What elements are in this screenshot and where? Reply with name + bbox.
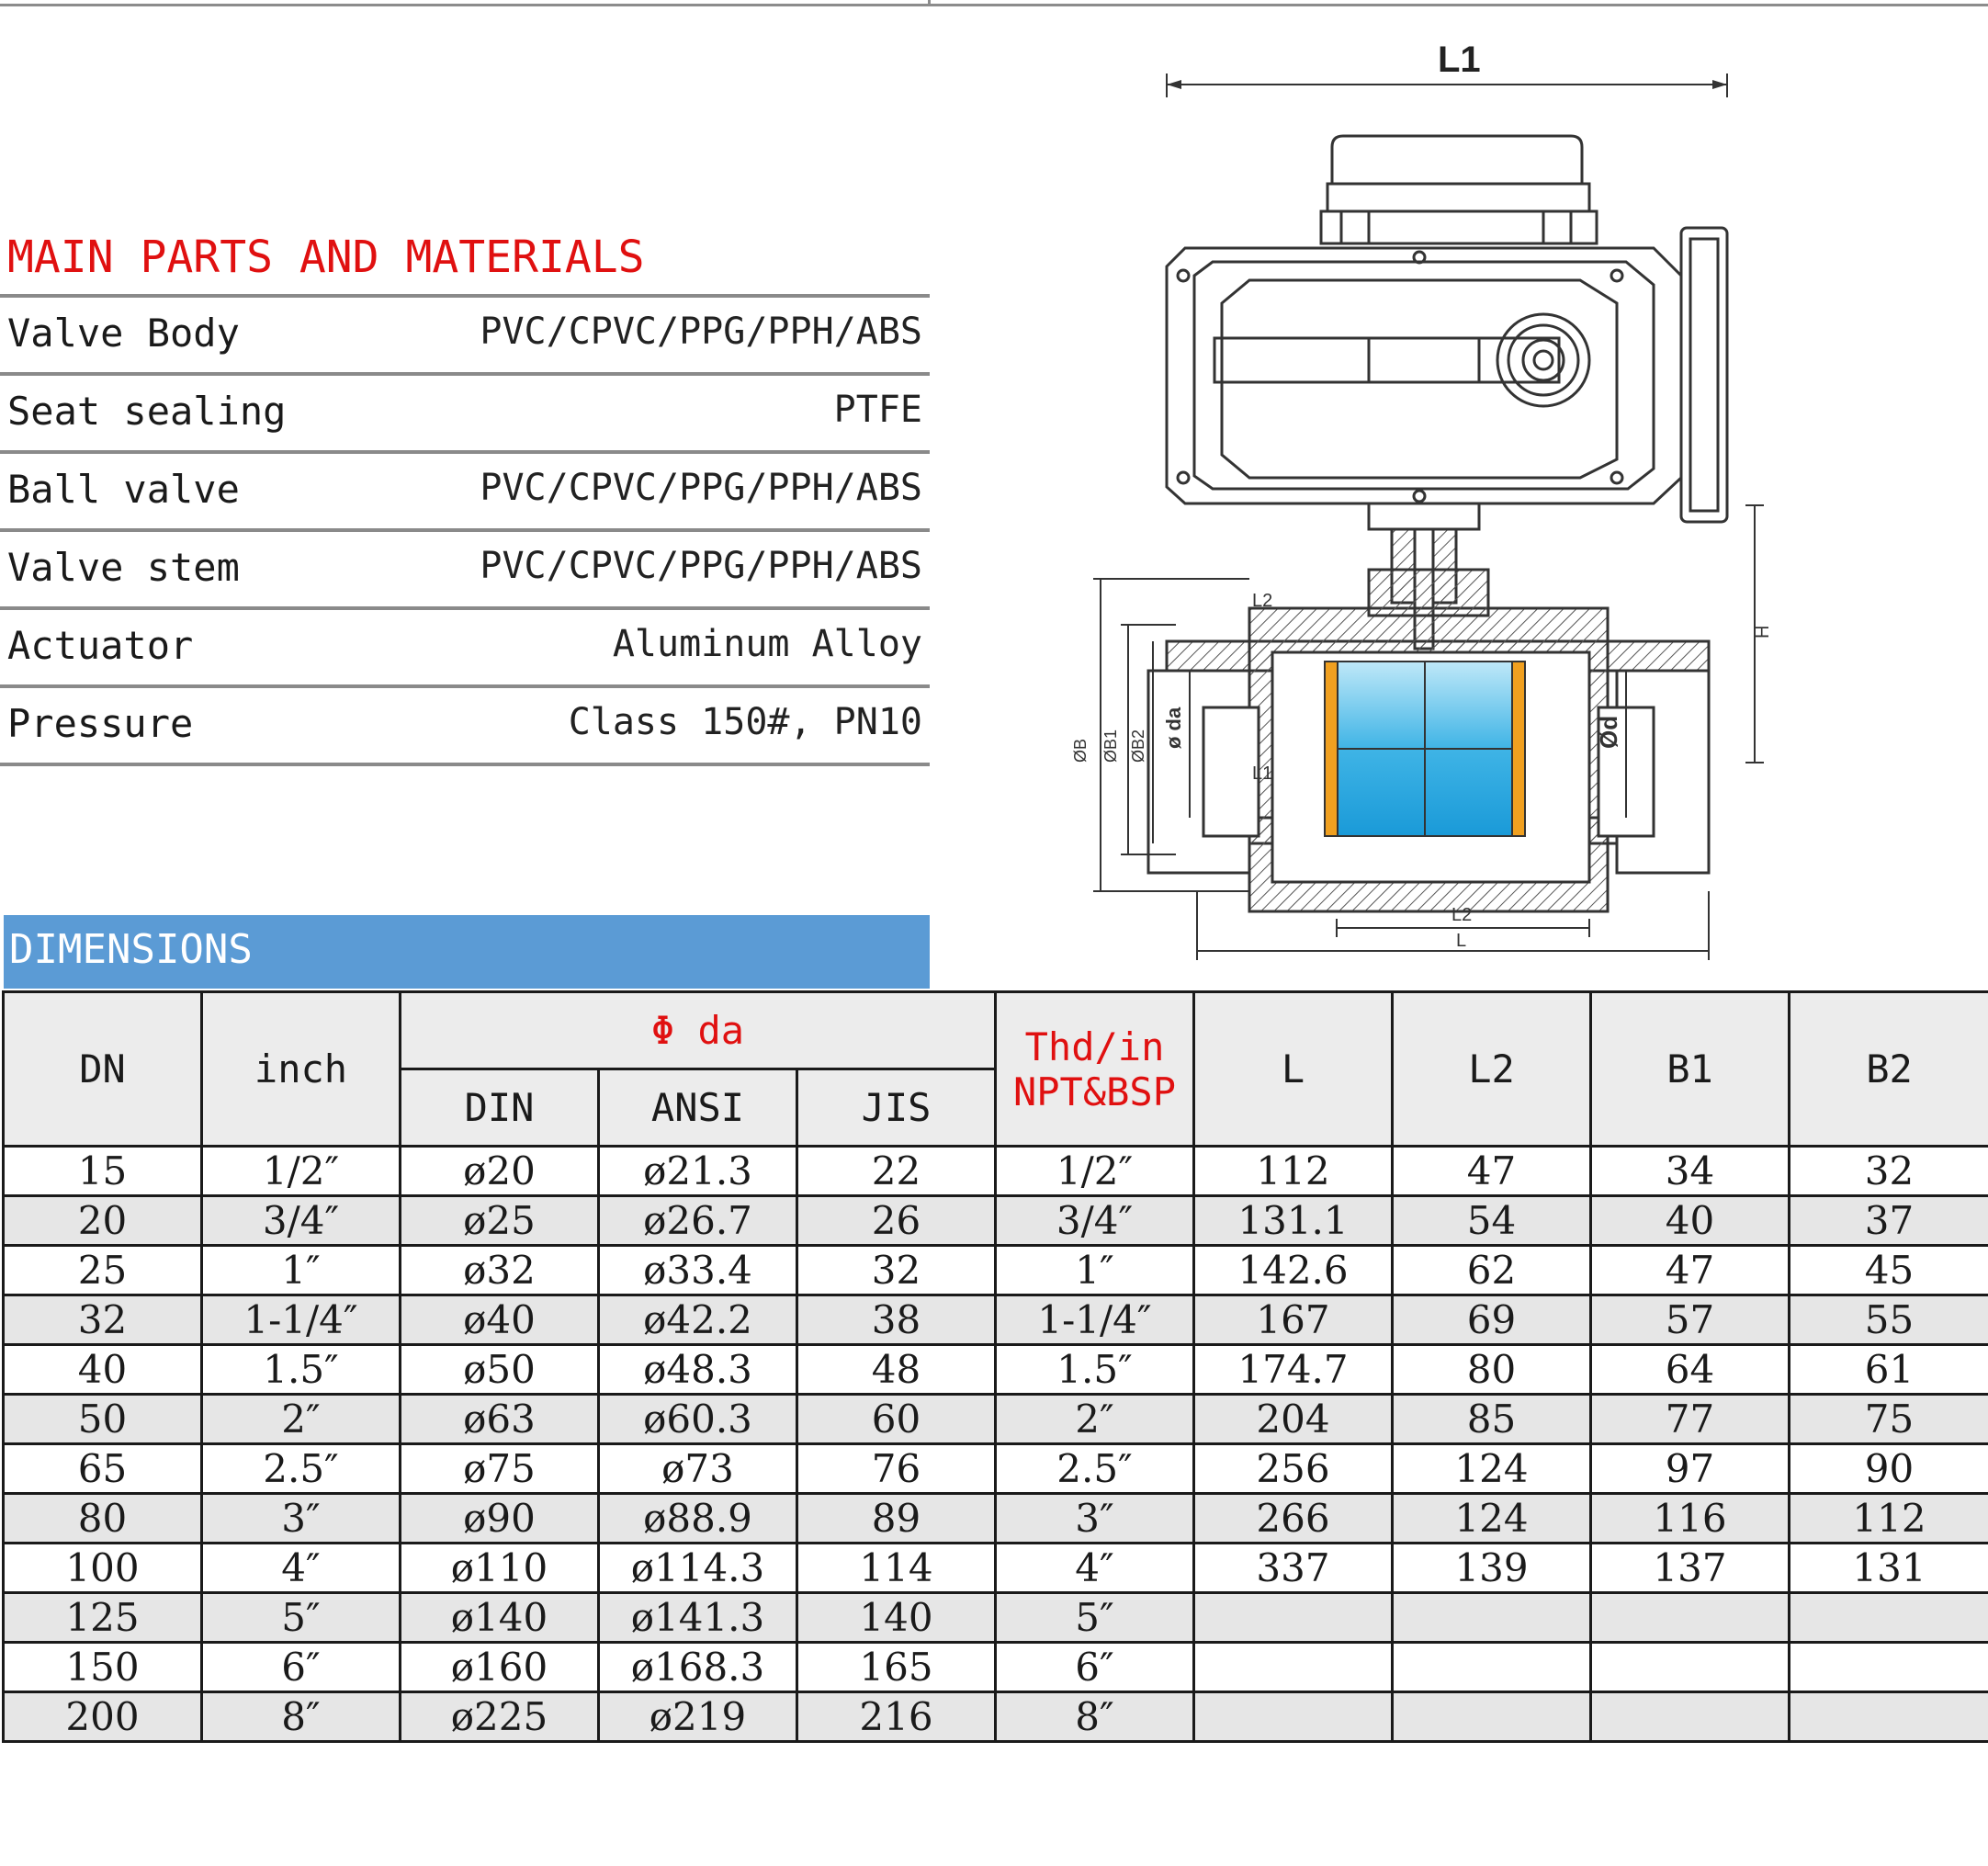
- cell-l: 337: [1194, 1544, 1393, 1593]
- cell-inch: 3″: [202, 1494, 401, 1544]
- cell-l: 204: [1194, 1395, 1393, 1444]
- cell-ansi: ø60.3: [599, 1395, 797, 1444]
- cell-b2: 131: [1790, 1544, 1988, 1593]
- cell-b1: 47: [1591, 1246, 1790, 1295]
- table-row: [4, 1295, 1988, 1345]
- cell-jis: 89: [797, 1494, 996, 1544]
- cell-l: 256: [1194, 1444, 1393, 1494]
- header-thread-line1: Thd/in: [1024, 1023, 1165, 1069]
- cell-thread: 5″: [996, 1593, 1194, 1643]
- cell-jis: 32: [797, 1246, 996, 1295]
- cell-b2: [1790, 1593, 1988, 1643]
- header-b1: B1: [1591, 992, 1790, 1147]
- cell-l2: 62: [1393, 1246, 1591, 1295]
- cell-inch: 2″: [202, 1395, 401, 1444]
- cell-din: ø75: [401, 1444, 599, 1494]
- cell-b1: 40: [1591, 1196, 1790, 1246]
- header-jis: JIS: [797, 1069, 996, 1147]
- table-row: [4, 1692, 1988, 1742]
- cell-inch: 4″: [202, 1544, 401, 1593]
- cell-jis: 26: [797, 1196, 996, 1246]
- parts-title: MAIN PARTS AND MATERIALS: [7, 232, 645, 283]
- cell-din: ø160: [401, 1643, 599, 1692]
- cell-b1: 34: [1591, 1147, 1790, 1196]
- part-name: Actuator: [7, 623, 194, 668]
- dimensions-table: [2, 990, 1988, 1743]
- cell-dn: 80: [4, 1494, 202, 1544]
- cell-dn: 32: [4, 1295, 202, 1345]
- part-name: Valve Body: [7, 311, 240, 356]
- cell-l2: 47: [1393, 1147, 1591, 1196]
- cell-inch: 3/4″: [202, 1196, 401, 1246]
- valve-drawing: [1066, 28, 1984, 983]
- label-phi-b2: ØB2: [1129, 729, 1147, 763]
- cell-ansi: ø48.3: [599, 1345, 797, 1395]
- parts-row: [0, 684, 930, 766]
- dimensions-table-body: [4, 1147, 1988, 1742]
- cell-dn: 100: [4, 1544, 202, 1593]
- part-material: Aluminum Alloy: [612, 623, 922, 665]
- cell-l: 142.6: [1194, 1246, 1393, 1295]
- table-row: [4, 1593, 1988, 1643]
- cell-l2: 124: [1393, 1444, 1591, 1494]
- part-name: Valve stem: [7, 545, 240, 590]
- cell-dn: 50: [4, 1395, 202, 1444]
- label-phi-b: ØB: [1071, 738, 1090, 763]
- cell-thread: 3″: [996, 1494, 1194, 1544]
- cell-jis: 76: [797, 1444, 996, 1494]
- cell-inch: 1″: [202, 1246, 401, 1295]
- cell-jis: 22: [797, 1147, 996, 1196]
- part-name: Pressure: [7, 701, 194, 746]
- cell-ansi: ø114.3: [599, 1544, 797, 1593]
- parts-row: [0, 450, 930, 528]
- header-b2: B2: [1790, 992, 1988, 1147]
- cell-l: [1194, 1692, 1393, 1742]
- cell-b2: 112: [1790, 1494, 1988, 1544]
- label-l1-top: L1: [1438, 40, 1481, 80]
- header-thread-line2: NPT&BSP: [1012, 1069, 1176, 1114]
- cell-b1: 64: [1591, 1345, 1790, 1395]
- cell-inch: 1-1/4″: [202, 1295, 401, 1345]
- part-material: PTFE: [833, 389, 922, 431]
- label-phi-b1: ØB1: [1101, 729, 1120, 763]
- cell-l2: 124: [1393, 1494, 1591, 1544]
- cell-b2: 45: [1790, 1246, 1988, 1295]
- cell-jis: 140: [797, 1593, 996, 1643]
- cell-l2: [1393, 1692, 1591, 1742]
- cell-ansi: ø168.3: [599, 1643, 797, 1692]
- cell-din: ø50: [401, 1345, 599, 1395]
- label-phi-d: Ød: [1595, 715, 1622, 749]
- left-seat: [1325, 662, 1338, 836]
- cell-b2: [1790, 1692, 1988, 1742]
- header-din: DIN: [401, 1069, 599, 1147]
- top-rule: [0, 4, 1988, 6]
- cell-din: ø140: [401, 1593, 599, 1643]
- label-phi-da: ø da: [1162, 707, 1185, 749]
- cell-dn: 65: [4, 1444, 202, 1494]
- cell-l2: [1393, 1643, 1591, 1692]
- cell-jis: 60: [797, 1395, 996, 1444]
- table-row: [4, 1196, 1988, 1246]
- cell-thread: 4″: [996, 1544, 1194, 1593]
- right-seat: [1512, 662, 1525, 836]
- parts-row: [0, 294, 930, 372]
- cell-inch: 1.5″: [202, 1345, 401, 1395]
- cell-din: ø40: [401, 1295, 599, 1345]
- cell-inch: 8″: [202, 1692, 401, 1742]
- actuator-housing: [1167, 228, 1727, 522]
- dimensions-header-bar: [4, 915, 930, 989]
- cell-dn: 150: [4, 1643, 202, 1692]
- cell-l2: [1393, 1593, 1591, 1643]
- cell-thread: 3/4″: [996, 1196, 1194, 1246]
- label-h: H: [1753, 625, 1773, 639]
- parts-row: [0, 606, 930, 684]
- cell-b1: [1591, 1692, 1790, 1742]
- cell-thread: 1″: [996, 1246, 1194, 1295]
- cell-b1: 116: [1591, 1494, 1790, 1544]
- cell-thread: 2.5″: [996, 1444, 1194, 1494]
- table-row: [4, 1395, 1988, 1444]
- cell-l2: 85: [1393, 1395, 1591, 1444]
- cell-inch: 1/2″: [202, 1147, 401, 1196]
- cell-thread: 2″: [996, 1395, 1194, 1444]
- cell-l: 174.7: [1194, 1345, 1393, 1395]
- cell-b1: [1591, 1593, 1790, 1643]
- cell-jis: 48: [797, 1345, 996, 1395]
- cell-jis: 114: [797, 1544, 996, 1593]
- header-l: L: [1194, 992, 1393, 1147]
- part-material: PVC/CPVC/PPG/PPH/ABS: [480, 311, 922, 353]
- cell-b2: 32: [1790, 1147, 1988, 1196]
- cell-b2: 75: [1790, 1395, 1988, 1444]
- part-name: Ball valve: [7, 467, 240, 512]
- cell-l2: 69: [1393, 1295, 1591, 1345]
- cell-ansi: ø33.4: [599, 1246, 797, 1295]
- label-l2-bottom: L2: [1451, 905, 1473, 925]
- header-thread: [996, 992, 1194, 1147]
- cell-dn: 15: [4, 1147, 202, 1196]
- cell-inch: 2.5″: [202, 1444, 401, 1494]
- cell-ansi: ø21.3: [599, 1147, 797, 1196]
- cell-l2: 54: [1393, 1196, 1591, 1246]
- h-dimension: [1745, 505, 1773, 763]
- header-da: Φ da: [401, 992, 996, 1069]
- cell-thread: 1-1/4″: [996, 1295, 1194, 1345]
- header-l2: L2: [1393, 992, 1591, 1147]
- header-dn: DN: [4, 992, 202, 1147]
- cell-jis: 38: [797, 1295, 996, 1345]
- cell-b1: 77: [1591, 1395, 1790, 1444]
- cell-ansi: ø73: [599, 1444, 797, 1494]
- label-l-bottom: L: [1456, 931, 1467, 951]
- table-row: [4, 1147, 1988, 1196]
- table-row: [4, 1246, 1988, 1295]
- cell-ansi: ø141.3: [599, 1593, 797, 1643]
- cell-l: [1194, 1593, 1393, 1643]
- cell-ansi: ø219: [599, 1692, 797, 1742]
- part-material: PVC/CPVC/PPG/PPH/ABS: [480, 467, 922, 509]
- cell-b1: 137: [1591, 1544, 1790, 1593]
- label-l2-top: L2: [1252, 591, 1273, 611]
- cell-ansi: ø26.7: [599, 1196, 797, 1246]
- cell-dn: 40: [4, 1345, 202, 1395]
- cell-l2: 80: [1393, 1345, 1591, 1395]
- cell-din: ø225: [401, 1692, 599, 1742]
- cell-b2: [1790, 1643, 1988, 1692]
- dimensions-title: DIMENSIONS: [9, 926, 253, 973]
- cell-l: 112: [1194, 1147, 1393, 1196]
- cell-din: ø110: [401, 1544, 599, 1593]
- part-material: PVC/CPVC/PPG/PPH/ABS: [480, 545, 922, 587]
- cell-dn: 125: [4, 1593, 202, 1643]
- ball: [1337, 662, 1513, 836]
- cell-b1: 97: [1591, 1444, 1790, 1494]
- parts-table: [0, 294, 930, 766]
- cell-din: ø90: [401, 1494, 599, 1544]
- cell-thread: 1/2″: [996, 1147, 1194, 1196]
- cell-l: 266: [1194, 1494, 1393, 1544]
- table-row: [4, 1494, 1988, 1544]
- parts-row: [0, 528, 930, 606]
- table-row: [4, 1544, 1988, 1593]
- cell-b2: 90: [1790, 1444, 1988, 1494]
- cell-l: 167: [1194, 1295, 1393, 1345]
- actuator-cap: [1321, 136, 1597, 243]
- cell-inch: 5″: [202, 1593, 401, 1643]
- cell-ansi: ø42.2: [599, 1295, 797, 1345]
- cell-thread: 6″: [996, 1643, 1194, 1692]
- table-row: [4, 1444, 1988, 1494]
- label-l1-inner: L1: [1252, 763, 1273, 784]
- cell-dn: 25: [4, 1246, 202, 1295]
- parts-row: [0, 372, 930, 450]
- cell-b2: 61: [1790, 1345, 1988, 1395]
- cell-l: [1194, 1643, 1393, 1692]
- cell-b2: 55: [1790, 1295, 1988, 1345]
- cell-din: ø20: [401, 1147, 599, 1196]
- cell-b1: 57: [1591, 1295, 1790, 1345]
- cell-dn: 200: [4, 1692, 202, 1742]
- cell-b1: [1591, 1643, 1790, 1692]
- table-row: [4, 1345, 1988, 1395]
- cell-jis: 216: [797, 1692, 996, 1742]
- cell-ansi: ø88.9: [599, 1494, 797, 1544]
- cell-b2: 37: [1790, 1196, 1988, 1246]
- part-material: Class 150#, PN10: [568, 701, 922, 743]
- cell-l: 131.1: [1194, 1196, 1393, 1246]
- cell-dn: 20: [4, 1196, 202, 1246]
- cell-l2: 139: [1393, 1544, 1591, 1593]
- cell-jis: 165: [797, 1643, 996, 1692]
- table-row: [4, 1643, 1988, 1692]
- cell-din: ø32: [401, 1246, 599, 1295]
- part-name: Seat sealing: [7, 389, 287, 434]
- header-ansi: ANSI: [599, 1069, 797, 1147]
- cell-inch: 6″: [202, 1643, 401, 1692]
- l1-top-dimension: [1167, 40, 1727, 97]
- cell-thread: 1.5″: [996, 1345, 1194, 1395]
- cell-din: ø63: [401, 1395, 599, 1444]
- cell-din: ø25: [401, 1196, 599, 1246]
- header-inch: inch: [202, 992, 401, 1147]
- cell-thread: 8″: [996, 1692, 1194, 1742]
- top-rule-divider: [928, 0, 931, 6]
